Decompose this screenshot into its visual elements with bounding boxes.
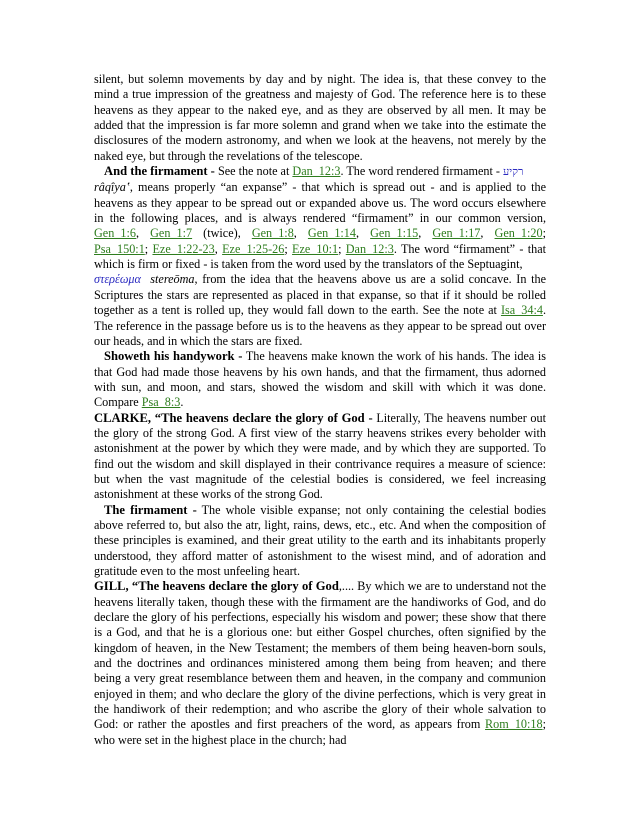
paragraph-text: The heavens make known the work of his hands. The idea is that God had made those heavens by his own hands, and that the firmament, thus adorned with sun, and moon, and stars, showed the wisdom and skill with which it was done. Compare (94, 349, 546, 410)
clarke-firmament-paragraph (94, 503, 546, 580)
ref-link-psa-8-3[interactable]: Psa_8:3 (141, 395, 181, 410)
clarke-heading: CLARKE, “The heavens declare the glory of God - (94, 410, 373, 425)
barnes-firmament-paragraph: And the firmament - See the note at Dan_12:3. The word rendered firmament - רקיע râqîya‛, means properly “an expanse” - that which is spread out - and is applied to the heavens as they appear to be spread out or expanded above us. The word occurs elsewhere in the following places, and is always rendered “firmament” in our common version, Gen_1:6, Gen_1:7 (twice), Gen_1:8, Gen_1:14, Gen_1:15, Gen_1:17, Gen_1:20; Psa_150:1; Eze_1:22-23, Eze_1:25-26; Eze_10:1; Dan_12:3. The word “firmament” - that which is firm or fixed - is taken from the word used by the translators of the Septuagint, στερέωμα stereōma, from the idea that the heavens above us are a solid concave. In the Scriptures the stars are represented as placed in that expanse, so that if it should be rolled together as a tent is rolled up, they would fall down to the earth. See the note at Isa_34:4. The reference in the passage before us is to the heavens as they appear to be spread out over our heads, and in which the stars are fixed. (94, 164, 547, 348)
gill-paragraph (94, 579, 546, 748)
paragraph-text: ; who were set in the highest place in the church; had (94, 717, 546, 747)
paragraph-text: . (180, 395, 184, 410)
ref-link-gen-1-17[interactable]: Gen_1:17 (432, 226, 481, 241)
paragraph-text: ,.... By which we are to understand not the heavens literally taken, though these with the firmament are the handiworks of God, and do declare the glory of his perfections, especially his wisdom and power; these show that there is a God, and that he is a glorious one: but either Gospel churches, often signified by the kingdom of heaven, in the New Testament; the members of them being heaven-born souls, and the doctrines and ordinances ministered among them being from heaven; and there being a very great resemblance between them and heaven, in the company and communion enjoyed in them; and who declare the glory of the divine perfections, which is very great in the handiwork of their redemption; and who ascribe the glory of their whole salvation to God: or rather the apostles and first preachers of the word, as appears from (94, 579, 546, 732)
ref-link-eze-10-1[interactable]: Eze_10:1 (292, 241, 339, 256)
paragraph-text: , means properly “an expanse” - that which is spread out - and is applied to the heavens as they appear to be spread out or expanded above us. The word occurs elsewhere in the following places, and is always rendered “firmament” in our common version, (94, 180, 546, 226)
ref-link-dan-12-3[interactable]: Dan_12:3 (292, 164, 341, 179)
ref-link-gen-1-14[interactable]: Gen_1:14 (307, 226, 356, 241)
ref-link-gen-1-7[interactable]: Gen_1:7 (150, 226, 193, 241)
clarke-paragraph (94, 411, 546, 503)
greek-transliteration: stereōma (150, 272, 195, 287)
paragraph-text: (twice) (192, 226, 238, 241)
paragraph-text: The whole visible expanse; not only containing the celestial bodies above referred to, but also the atr, light, rains, dews, etc., etc. And when the composition of these principles is examined, and their great utility to the earth and its inhabitants properly understood, they afford matter of astonishment to the wisest mind, and of adoration and gratitude even to the most unfeeling heart. (94, 502, 546, 578)
ref-link-eze-1-22-23[interactable]: Eze_1:22-23 (152, 241, 215, 256)
greek-word: στερέωμα (94, 272, 141, 287)
document-page (94, 72, 546, 748)
firmament-heading: And the firmament - (104, 164, 215, 179)
paragraph-text: . The word “firmament” - that which is firm or fixed - is taken from the word used by the translators of the Septuagint, (94, 241, 546, 272)
paragraph-text: See the note at (214, 164, 293, 179)
ref-link-isa-34-4[interactable]: Isa_34:4 (500, 303, 543, 318)
paragraph-text: . The word rendered firmament - (340, 164, 504, 179)
handywork-heading: Showeth his handywork - (104, 349, 243, 364)
barnes-handywork-paragraph (94, 349, 546, 410)
paragraph-text: Literally, The heavens number out the glory of the strong God. A first view of the starry heavens strikes every beholder with astonishment at the power by which they were made, and by which they are supported. To find out the wisdom and skill displayed in their contrivance requires a measure of science: but when the vast magnitude of the celestial bodies is considered, we feel increasing astonishment at these works of the strong God. (94, 410, 547, 502)
clarke-firmament-heading: The firmament - (104, 502, 197, 517)
paragraph-text: , from the idea that the heavens above us are a solid concave. In the Scriptures the stars are represented as placed in that expanse, so that if it should be rolled together as a tent is rolled up, they would fall down to the earth. See the note at (94, 272, 547, 318)
ref-link-gen-1-20[interactable]: Gen_1:20 (494, 226, 543, 241)
ref-link-eze-1-25-26[interactable]: Eze_1:25-26 (222, 241, 285, 256)
hebrew-word: רקיע (503, 166, 524, 179)
ref-link-rom-10-18[interactable]: Rom_10:18 (485, 717, 543, 732)
hebrew-transliteration: râqîya‛ (94, 180, 130, 195)
paragraph-text: . The reference in the passage before us is to the heavens as they appear to be spread out over our heads, and in which the stars are fixed. (94, 303, 546, 348)
ref-link-gen-1-6[interactable]: Gen_1:6 (94, 226, 136, 241)
barnes-intro-paragraph: silent, but solemn movements by day and by night. The idea is, that these convey to the mind a true impression of the greatness and majesty of God. The reference here is to these heavens as they appear to the naked eye, and as they are observed by all men. It may be added that the impression is far more solemn and grand when we take into the estimate the disclosures of the modern astronomy, and when we look at the heavens, not merely by the naked eye, but through the revelations of the telescope. (94, 72, 546, 163)
gill-heading: GILL, “The heavens declare the glory of God (94, 579, 339, 594)
ref-link-psa-150-1[interactable]: Psa_150:1 (94, 241, 145, 256)
ref-link-gen-1-15[interactable]: Gen_1:15 (370, 226, 419, 241)
ref-link-dan-12-3-second[interactable]: Dan_12:3 (345, 241, 394, 256)
ref-link-gen-1-8[interactable]: Gen_1:8 (251, 226, 294, 241)
